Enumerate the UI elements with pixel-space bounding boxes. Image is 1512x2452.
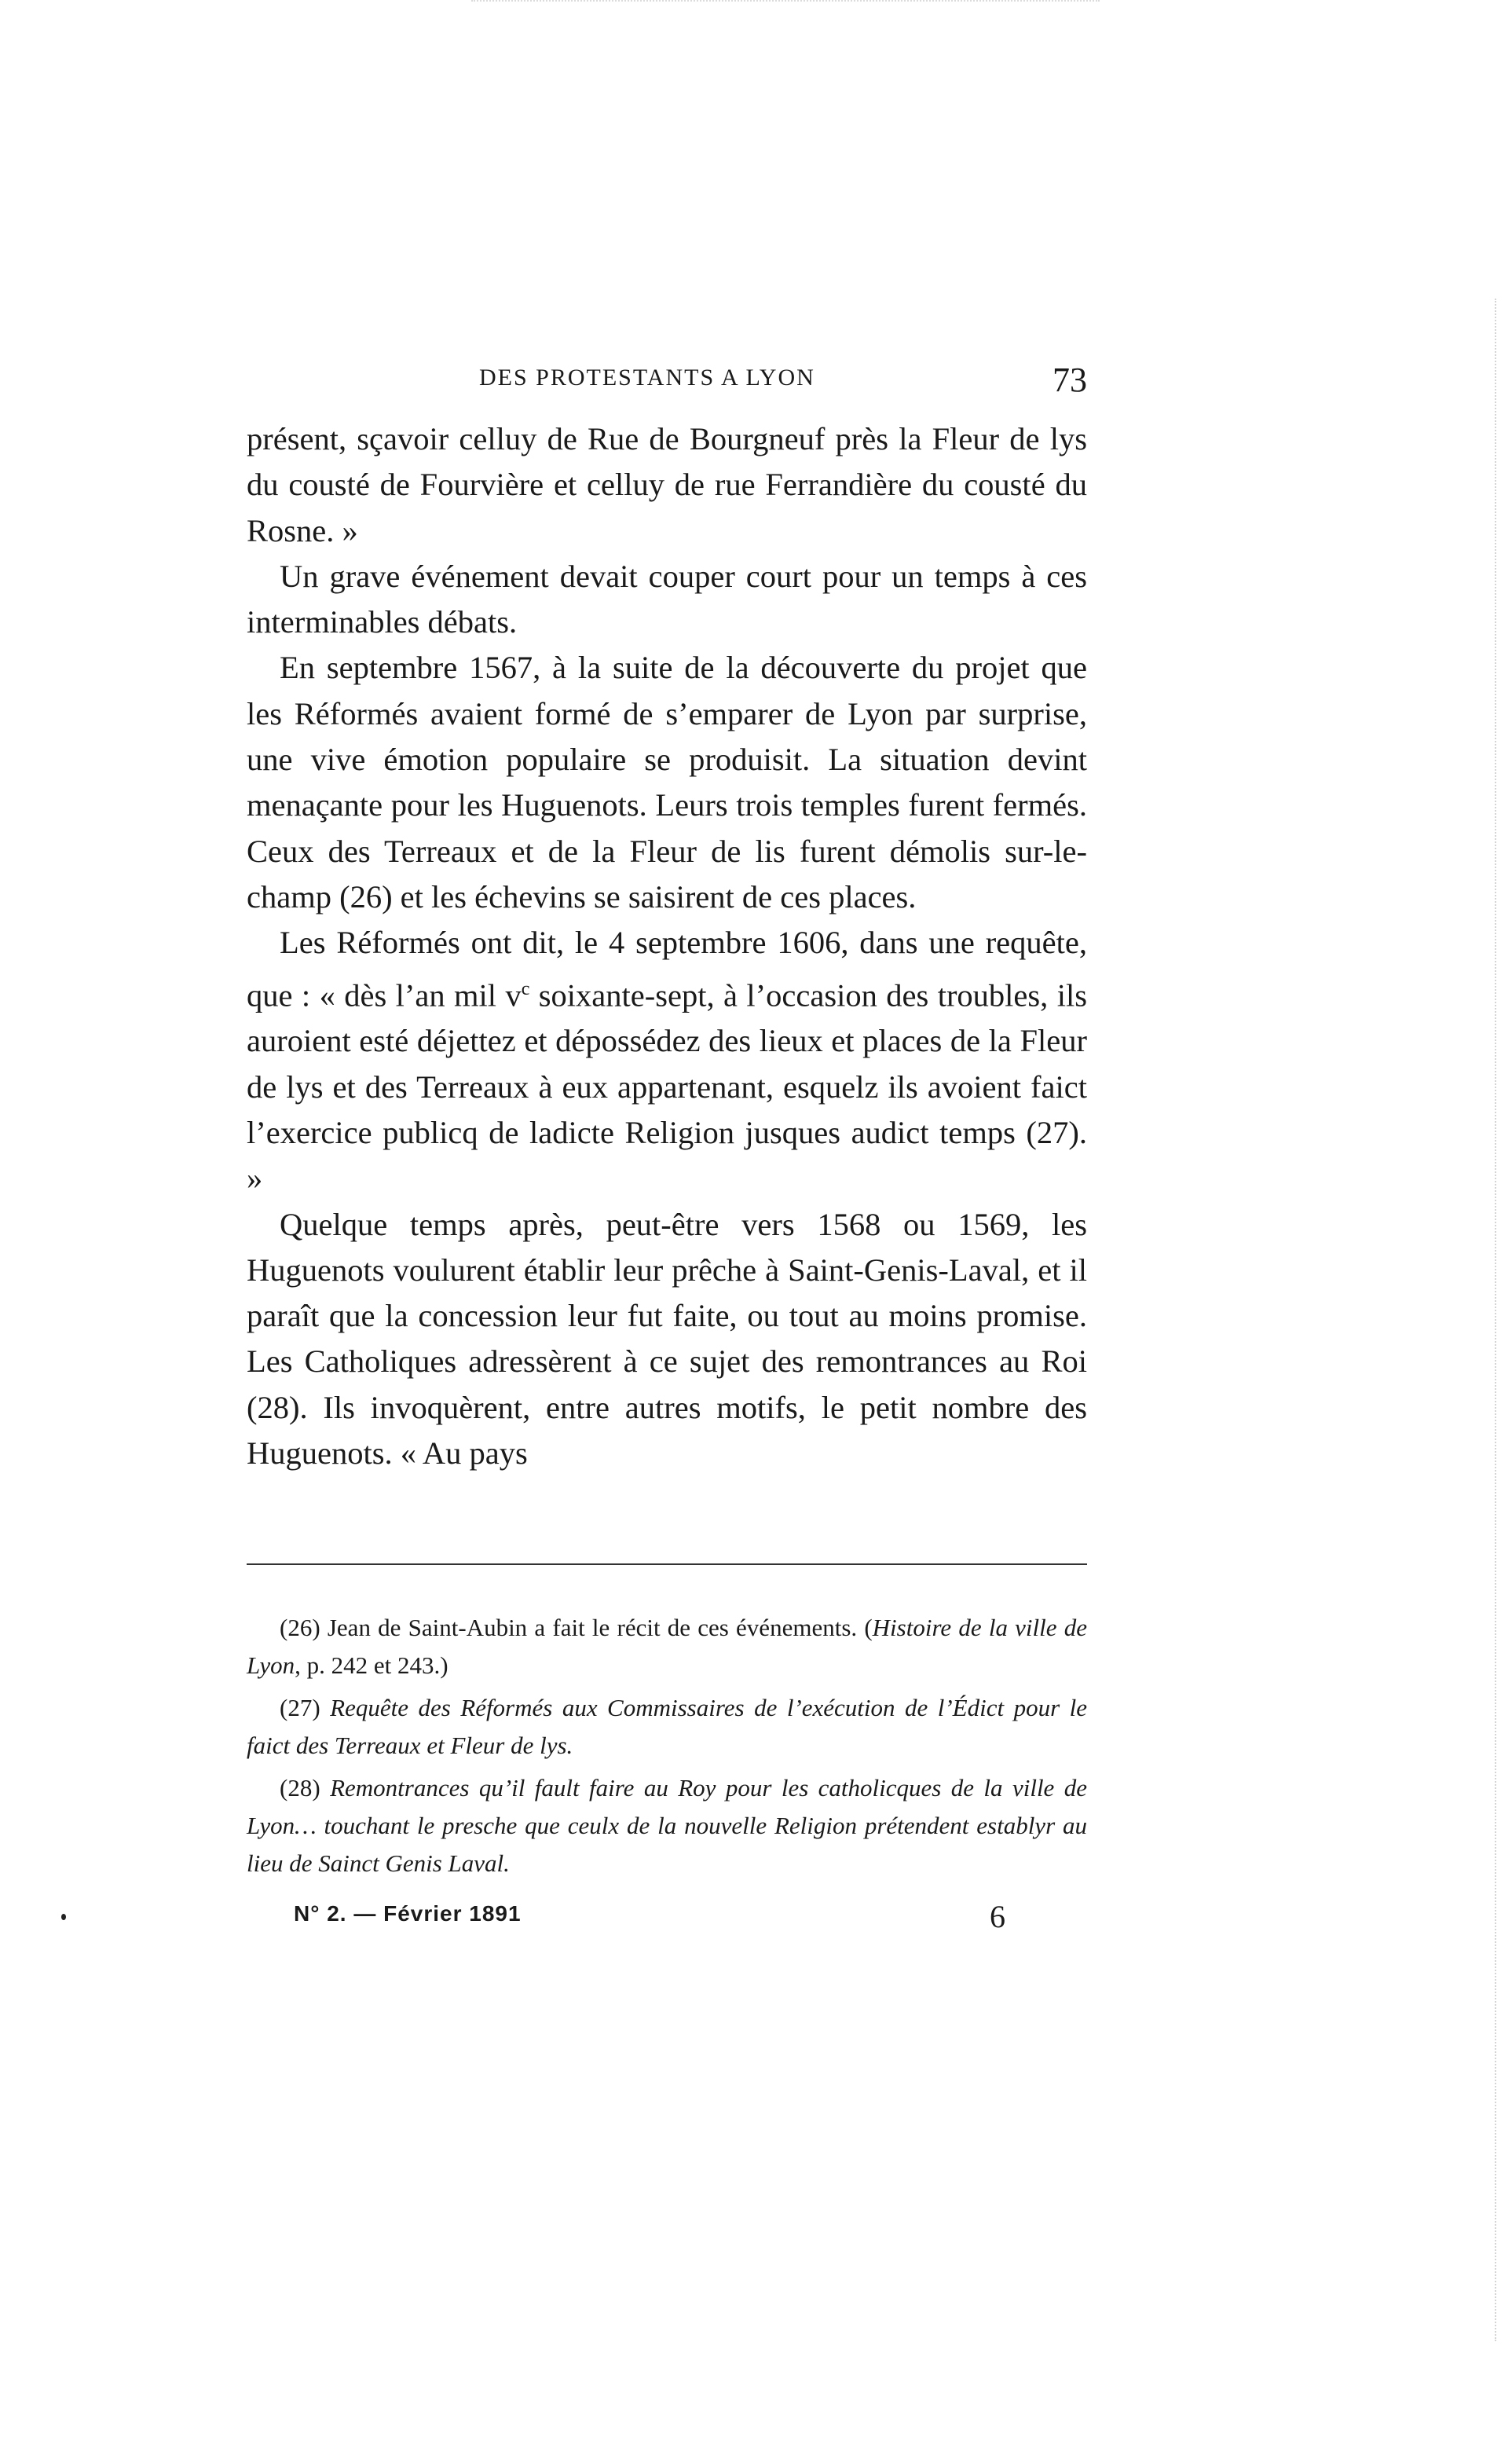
footnote-27-number: (27) — [280, 1694, 331, 1721]
footnote-rule — [247, 1563, 1087, 1565]
paragraph-1: présent, sçavoir celluy de Rue de Bourgneuf près la Fleur de lys du cousté de Fourvière et celluy de rue Ferrandière du cousté du Rosne. » — [247, 421, 1087, 548]
footnote-26-text: (26) Jean de Saint-Aubin a fait le récit de ces événements. ( — [280, 1614, 873, 1641]
footnote-27 — [247, 1689, 1087, 1765]
paragraph-3: En septembre 1567, à la suite de la découverte du projet que les Réformés avaient formé de s’emparer de Lyon par surprise, une vive émotion populaire se produisit. La situation devint menaçante pour les Huguenots. Leurs trois temples furent fermés. Ceux des Terreaux et de la Fleur de lis furent démolis sur-le-champ (26) et les échevins se saisirent de ces places. — [247, 650, 1087, 914]
scan-artifact-edge — [1493, 299, 1496, 2341]
scan-artifact-top — [471, 0, 1100, 4]
footnote-27-title: Requête des Réformés aux Commissaires de l’exécution de l’Édict pour le faict des Terreaux et Fleur de lys. — [247, 1694, 1087, 1759]
paragraph-4 — [247, 920, 1087, 1201]
signature-line — [247, 1898, 1087, 1937]
issue-date: N° 2. — Février 1891 — [294, 1901, 522, 1926]
footnote-28 — [247, 1769, 1087, 1882]
paragraph-2: Un grave événement devait couper court pour un temps à ces interminables débats. — [247, 558, 1087, 640]
superscript-c: c — [521, 978, 530, 999]
paragraph-4-start: Les Réformés ont dit, le 4 septembre 1606, dans une requête, que : « dès l’an mil v — [247, 925, 1087, 1013]
paragraph-5: Quelque temps après, peut-être vers 1568 ou 1569, les Huguenots voulurent établir leur prêche à Saint-Genis-Laval, et il paraît que la concession leur fut faite, ou tout au moins promise. Les Catholiques adressèrent à ce sujet des remontrances au Roi (28). Ils invoquèrent, entre autres motifs, le petit nombre des Huguenots. « Au pays — [247, 1206, 1087, 1472]
paragraph-4-end: soixante-sept, à l’occasion des troubles, ils auroient esté déjettez et dépossédez des lieux et places de la Fleur de lys et des Terreaux à eux appartenant, esquelz ils avoient faict l’exercice publicq de ladicte Religion jusques audict temps (27). » — [247, 977, 1087, 1197]
footnote-26-tail: , p. 242 et 243.) — [295, 1651, 448, 1679]
footnotes — [247, 1609, 1087, 1887]
page-number: 73 — [1053, 361, 1087, 399]
main-text — [247, 416, 1087, 1476]
footnote-28-title: Remontrances qu’il fault faire au Roy pour les catholicques de la ville de Lyon… touchant le presche que ceulx de la nouvelle Religion prétendent establyr au lieu de Sainct Genis Laval. — [247, 1774, 1087, 1877]
running-header — [247, 360, 1087, 407]
signature-mark: 6 — [990, 1899, 1005, 1934]
running-title: DES PROTESTANTS A LYON — [479, 365, 815, 390]
ink-dot — [61, 1914, 66, 1920]
footnote-26 — [247, 1609, 1087, 1684]
footnote-28-number: (28) — [280, 1774, 331, 1801]
footnote-26-title: Histoire de la ville de Lyon — [247, 1614, 1087, 1679]
